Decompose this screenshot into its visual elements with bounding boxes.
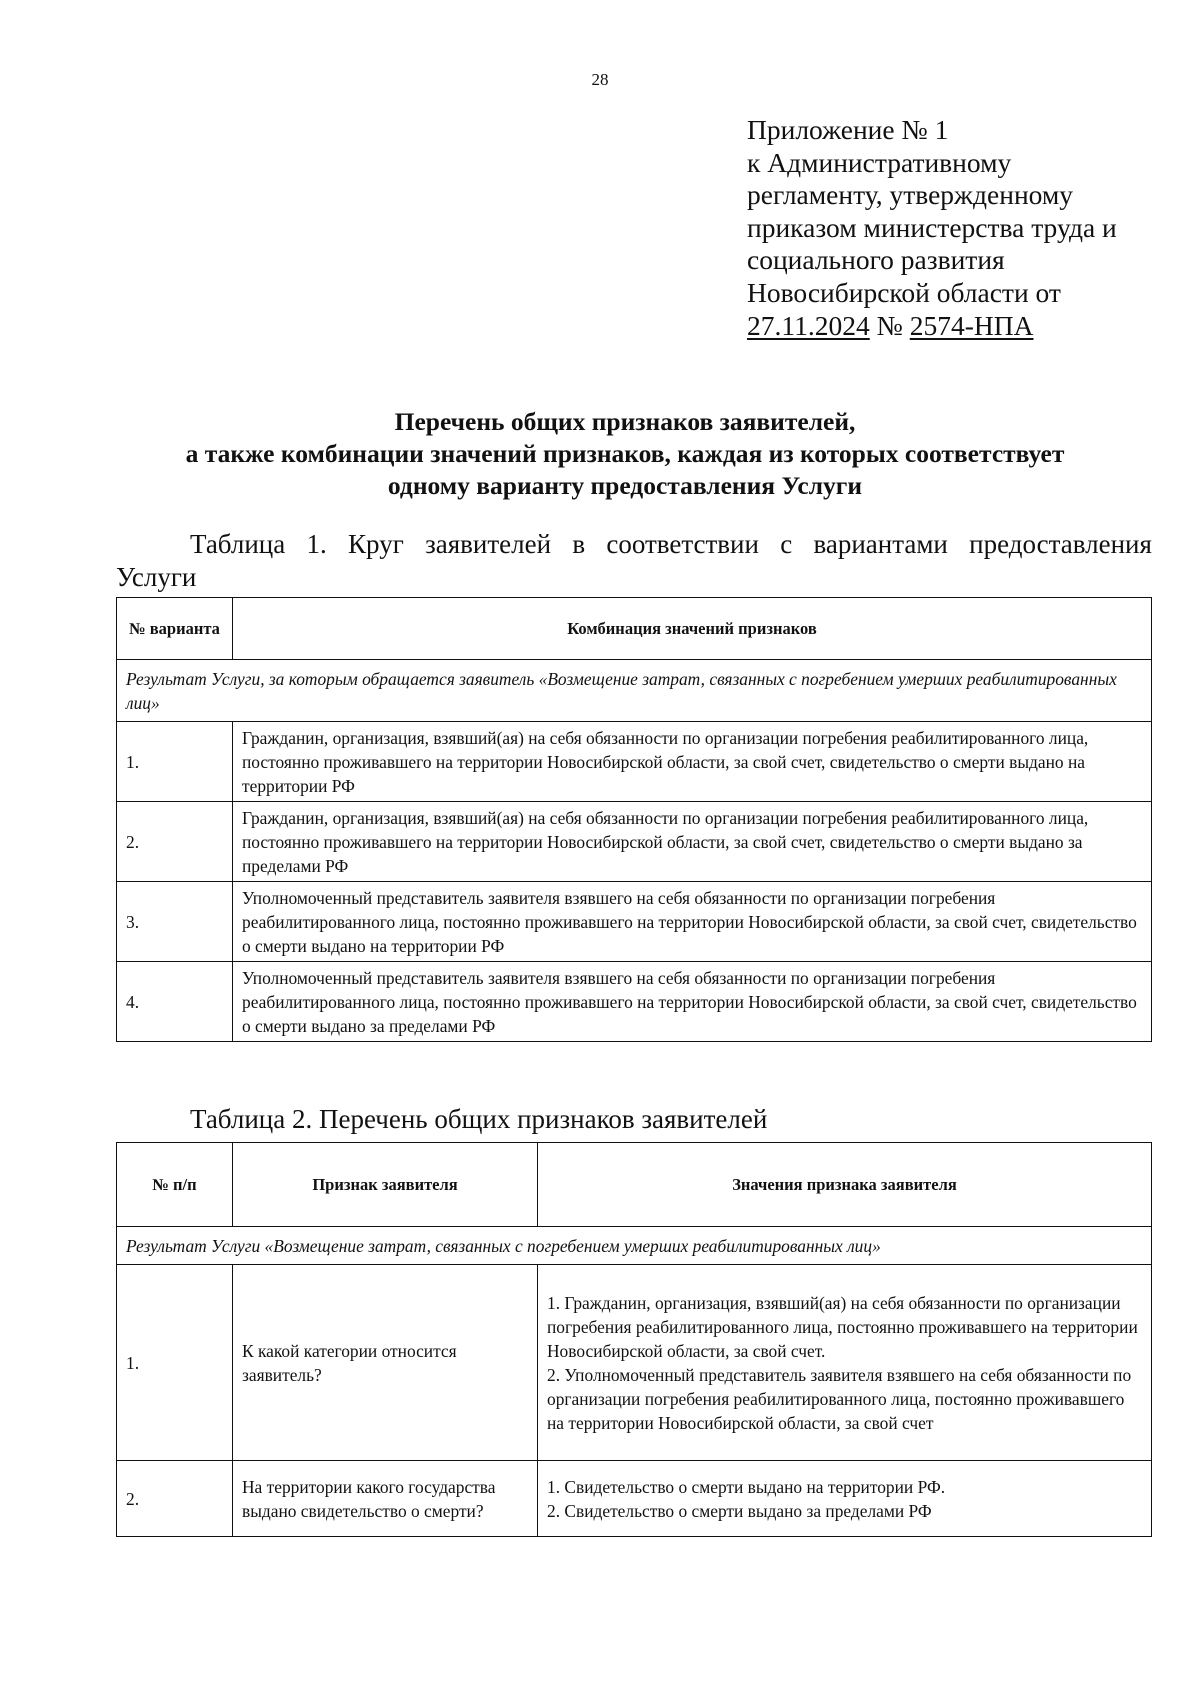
- group-row: [117, 660, 1152, 722]
- group-row: [117, 1227, 1152, 1265]
- table-header-row: [117, 598, 1152, 660]
- header-criterion: Признак заявителя: [233, 1143, 538, 1227]
- caption-word: в: [572, 529, 586, 559]
- caption-word: Таблица: [190, 529, 286, 559]
- header-variant-number: № варианта: [117, 598, 233, 660]
- caption-word: вариантами: [813, 529, 948, 559]
- caption-word: с: [780, 529, 793, 559]
- row-index: 1.: [117, 1265, 233, 1461]
- table-row: [117, 802, 1152, 882]
- appendix-date-line: [747, 310, 1167, 343]
- variant-combination: Уполномоченный представитель заявителя взявшего на себя обязанности по организации погребения реабилитированного лица, постоянно проживавшего на территории Новосибирской области, за свой счет, свидетельство о смерти выдано за пределами РФ: [233, 962, 1152, 1042]
- heading-line: одному варианту предоставления Услуги: [387, 471, 863, 500]
- criterion-values: [538, 1461, 1152, 1537]
- caption-word: заявителей: [425, 529, 552, 559]
- variants-table: [116, 597, 1152, 1042]
- table-row: [117, 1461, 1152, 1537]
- appendix-line: Новосибирской области от: [747, 276, 1061, 308]
- appendix-line: приказом министерства труда и: [747, 211, 1117, 243]
- appendix-line: к Административному: [747, 146, 1012, 178]
- appendix-doc-number: 2574-НПА: [909, 309, 1034, 341]
- table-row: [117, 882, 1152, 962]
- page-number: 28: [591, 70, 609, 89]
- header-combination: Комбинация значений признаков: [233, 598, 1152, 660]
- variant-combination: Гражданин, организация, взявший(ая) на себя обязанности по организации погребения реабилитированного лица, постоянно проживавшего на территории Новосибирской области, за свой счет, свидетельство о смерти выдано на территории РФ: [233, 722, 1152, 802]
- variant-number: 4.: [117, 962, 233, 1042]
- document-heading: [110, 406, 1140, 502]
- appendix-line: социального развития: [747, 244, 1005, 276]
- table-row: [117, 722, 1152, 802]
- value-item: 2. Свидетельство о смерти выдано за пределами РФ: [547, 1500, 932, 1521]
- variant-number: 1.: [117, 722, 233, 802]
- variant-number: 3.: [117, 882, 233, 962]
- appendix-line: Приложение № 1: [747, 114, 949, 145]
- criteria-table: [116, 1142, 1152, 1537]
- table-row: [117, 1265, 1152, 1461]
- table-header-row: [117, 1143, 1152, 1227]
- table2-caption: Таблица 2. Перечень общих признаков заявителей: [190, 1104, 768, 1134]
- value-item: 1. Гражданин, организация, взявший(ая) на себя обязанности по организации погребения реабилитированного лица, постоянно проживавшего на территории Новосибирской области, за свой счет.: [547, 1292, 1138, 1361]
- value-item: 1. Свидетельство о смерти выдано на территории РФ.: [547, 1476, 946, 1497]
- row-index: 2.: [117, 1461, 233, 1537]
- variant-combination: Уполномоченный представитель заявителя взявшего на себя обязанности по организации погребения реабилитированного лица, постоянно проживавшего на территории Новосибирской области, за свой счет, свидетельство о смерти выдано на территории РФ: [233, 882, 1152, 962]
- caption-word: предоставления: [969, 529, 1152, 559]
- appendix-line: регламенту, утвержденному: [747, 179, 1074, 211]
- table1-caption-line: [116, 528, 1152, 561]
- caption-word: соответствии: [606, 529, 759, 559]
- appendix-block: [747, 114, 1167, 342]
- criterion: На территории какого государства выдано свидетельство о смерти?: [233, 1461, 538, 1537]
- appendix-date: 27.11.2024: [747, 309, 870, 341]
- value-item: 2. Уполномоченный представитель заявителя взявшего на себя обязанности по организации погребения реабилитированного лица, постоянно проживавшего на территории Новосибирской области, за свой счет: [547, 1364, 1132, 1433]
- variant-combination: Гражданин, организация, взявший(ая) на себя обязанности по организации погребения реабилитированного лица, постоянно проживавшего на территории Новосибирской области, за свой счет, свидетельство о смерти выдано за пределами РФ: [233, 802, 1152, 882]
- group-row-text: Результат Услуги, за которым обращается заявитель «Возмещение затрат, связанных с погребением умерших реабилитированных лиц»: [117, 660, 1152, 722]
- table1-caption-end: Услуги: [116, 562, 197, 592]
- heading-line: а также комбинации значений признаков, каждая из которых соответствует: [185, 439, 1065, 468]
- criterion-values: [538, 1265, 1152, 1461]
- header-values: Значения признака заявителя: [538, 1143, 1152, 1227]
- caption-word: 1.: [306, 529, 327, 559]
- table1-caption: [116, 528, 1152, 594]
- criterion: К какой категории относится заявитель?: [233, 1265, 538, 1461]
- number-sign: №: [876, 309, 903, 341]
- caption-word: Круг: [348, 529, 404, 559]
- group-row-text: Результат Услуги «Возмещение затрат, связанных с погребением умерших реабилитированных лиц»: [117, 1227, 1152, 1265]
- table-row: [117, 962, 1152, 1042]
- header-index: № п/п: [117, 1143, 233, 1227]
- variant-number: 2.: [117, 802, 233, 882]
- heading-line: Перечень общих признаков заявителей,: [394, 407, 856, 436]
